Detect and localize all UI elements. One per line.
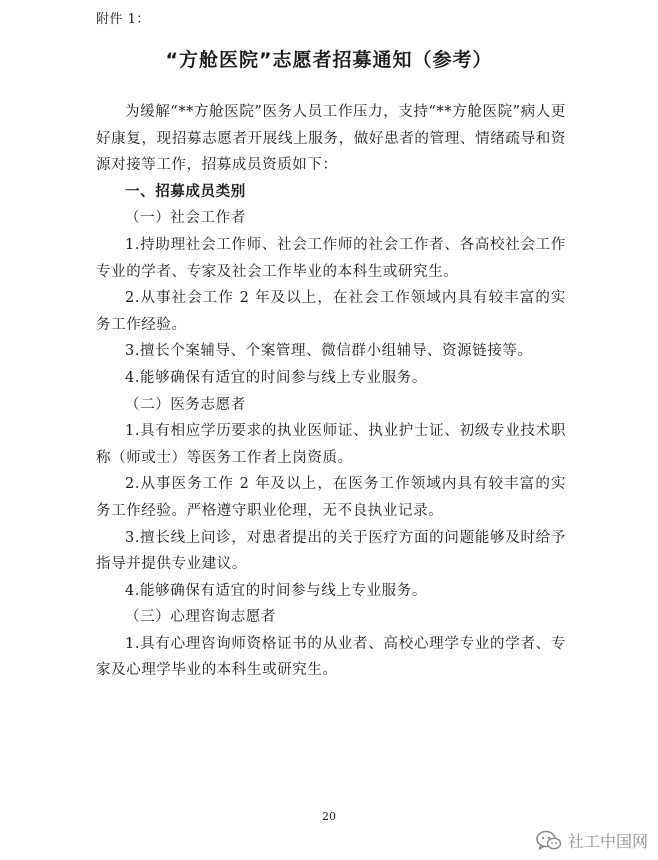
page-number: 20: [322, 810, 336, 823]
list-item: 1.具有心理咨询师资格证书的从业者、高校心理学专业的学者、专家及心理学毕业的本科生或研究生。: [96, 635, 566, 679]
document-body: [96, 99, 566, 684]
list-item: 3.擅长个案辅导、个案管理、微信群小组辅导、资源链接等。: [125, 343, 533, 360]
group-heading-counseling-volunteers: （三）心理咨询志愿者: [125, 609, 276, 626]
list-item: 4.能够确保有适宜的时间参与线上专业服务。: [125, 369, 427, 386]
intro-paragraph: 为缓解“**方舱医院”医务人员工作压力，支持“**方舱医院”病人更好康复，现招募志愿者开展线上服务，做好患者的管理、情绪疏导和资源对接等工作，招募成员资质如下：: [96, 104, 566, 174]
watermark-text: 社工中国网: [567, 832, 648, 851]
document-title: “方舱医院”志愿者招募通知（参考）: [165, 49, 493, 71]
attachment-label: 附件 1：: [96, 12, 150, 27]
list-item: 1.具有相应学历要求的执业医师证、执业护士证、初级专业技术职称（师或士）等医务工作者上岗资质。: [96, 423, 566, 466]
group-heading-social-workers: （一）社会工作者: [125, 210, 246, 227]
section-heading: 一、招募成员类别: [125, 183, 246, 200]
list-item: 1.持助理社会工作师、社会工作师的社会工作者、各高校社会工作专业的学者、专家及社会工作毕业的本科生或研究生。: [96, 236, 566, 280]
wechat-icon: [536, 830, 562, 852]
list-item: 4.能够确保有适宜的时间参与线上专业服务。: [125, 582, 427, 599]
list-item: 3.擅长线上问诊，对患者提出的关于医疗方面的问题能够及时给予指导并提供专业建议。: [96, 529, 566, 573]
list-item: 2.从事医务工作 2 年及以上，在医务工作领域内具有较丰富的实务工作经验。严格遵守职业伦理，无不良执业记录。: [96, 476, 566, 519]
group-heading-medical-volunteers: （二）医务志愿者: [125, 396, 246, 413]
list-item: 2.从事社会工作 2 年及以上，在社会工作领域内具有较丰富的实务工作经验。: [96, 290, 566, 333]
watermark: [536, 829, 648, 852]
